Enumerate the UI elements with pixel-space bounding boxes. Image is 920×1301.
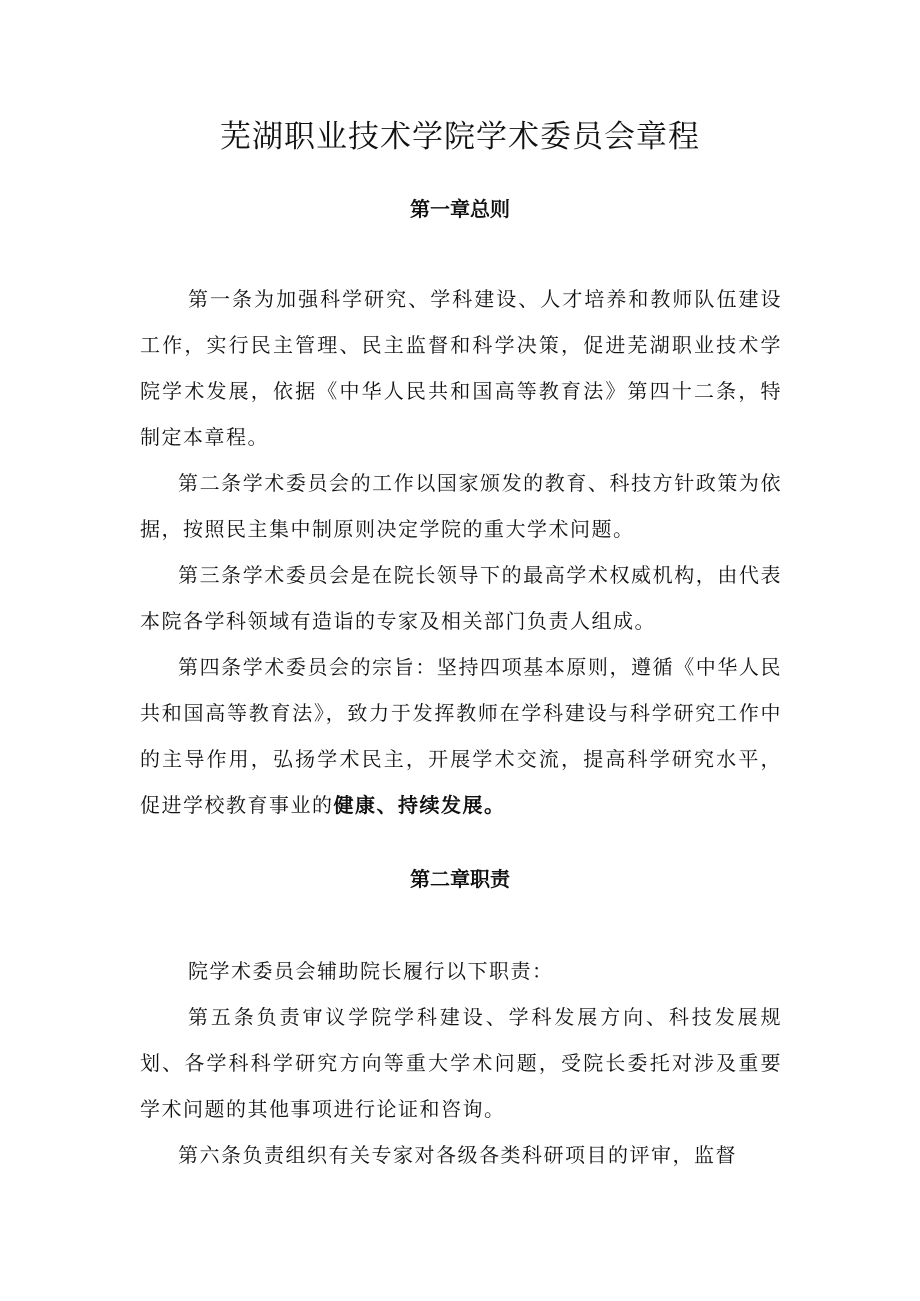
chapter-2-intro: 院学术委员会辅助院长履行以下职责：	[188, 959, 554, 983]
article-4	[140, 644, 782, 828]
article-4-bold-text: 健康、持续发展。	[333, 793, 506, 817]
article-5: 第五条负责审议学院学科建设、学科发展方向、科技发展规划、各学科科学研究方向等重大学术问题，受院长委托对涉及重要学术问题的其他事项进行论证和咨询。	[140, 1005, 782, 1121]
article-2: 第二条学术委员会的工作以国家颁发的教育、科技方针政策为依据，按照民主集中制原则决定学院的重大学术问题。	[140, 471, 782, 541]
chapter-2-heading: 第二章职责	[410, 867, 510, 891]
article-1: 第一条为加强科学研究、学科建设、人才培养和教师队伍建设工作，实行民主管理、民主监督和科学决策，促进芜湖职业技术学院学术发展，依据《中华人民共和国高等教育法》第四十二条，特制定本章程。	[140, 287, 782, 449]
article-4-text: 第四条学术委员会的宗旨：坚持四项基本原则，遵循《中华人民共和国高等教育法》，致力于发挥教师在学科建设与科学研究工作中的主导作用，弘扬学术民主，开展学术交流，提高科学研究水平，促进学校教育事业的	[140, 655, 782, 817]
chapter-1-heading: 第一章总则	[410, 197, 510, 221]
article-6: 第六条负责组织有关专家对各级各类科研项目的评审，监督	[178, 1143, 737, 1167]
document-title: 芜湖职业技术学院学术委员会章程	[220, 119, 700, 155]
article-3: 第三条学术委员会是在院长领导下的最高学术权威机构，由代表本院各学科领域有造诣的专家及相关部门负责人组成。	[140, 563, 782, 633]
